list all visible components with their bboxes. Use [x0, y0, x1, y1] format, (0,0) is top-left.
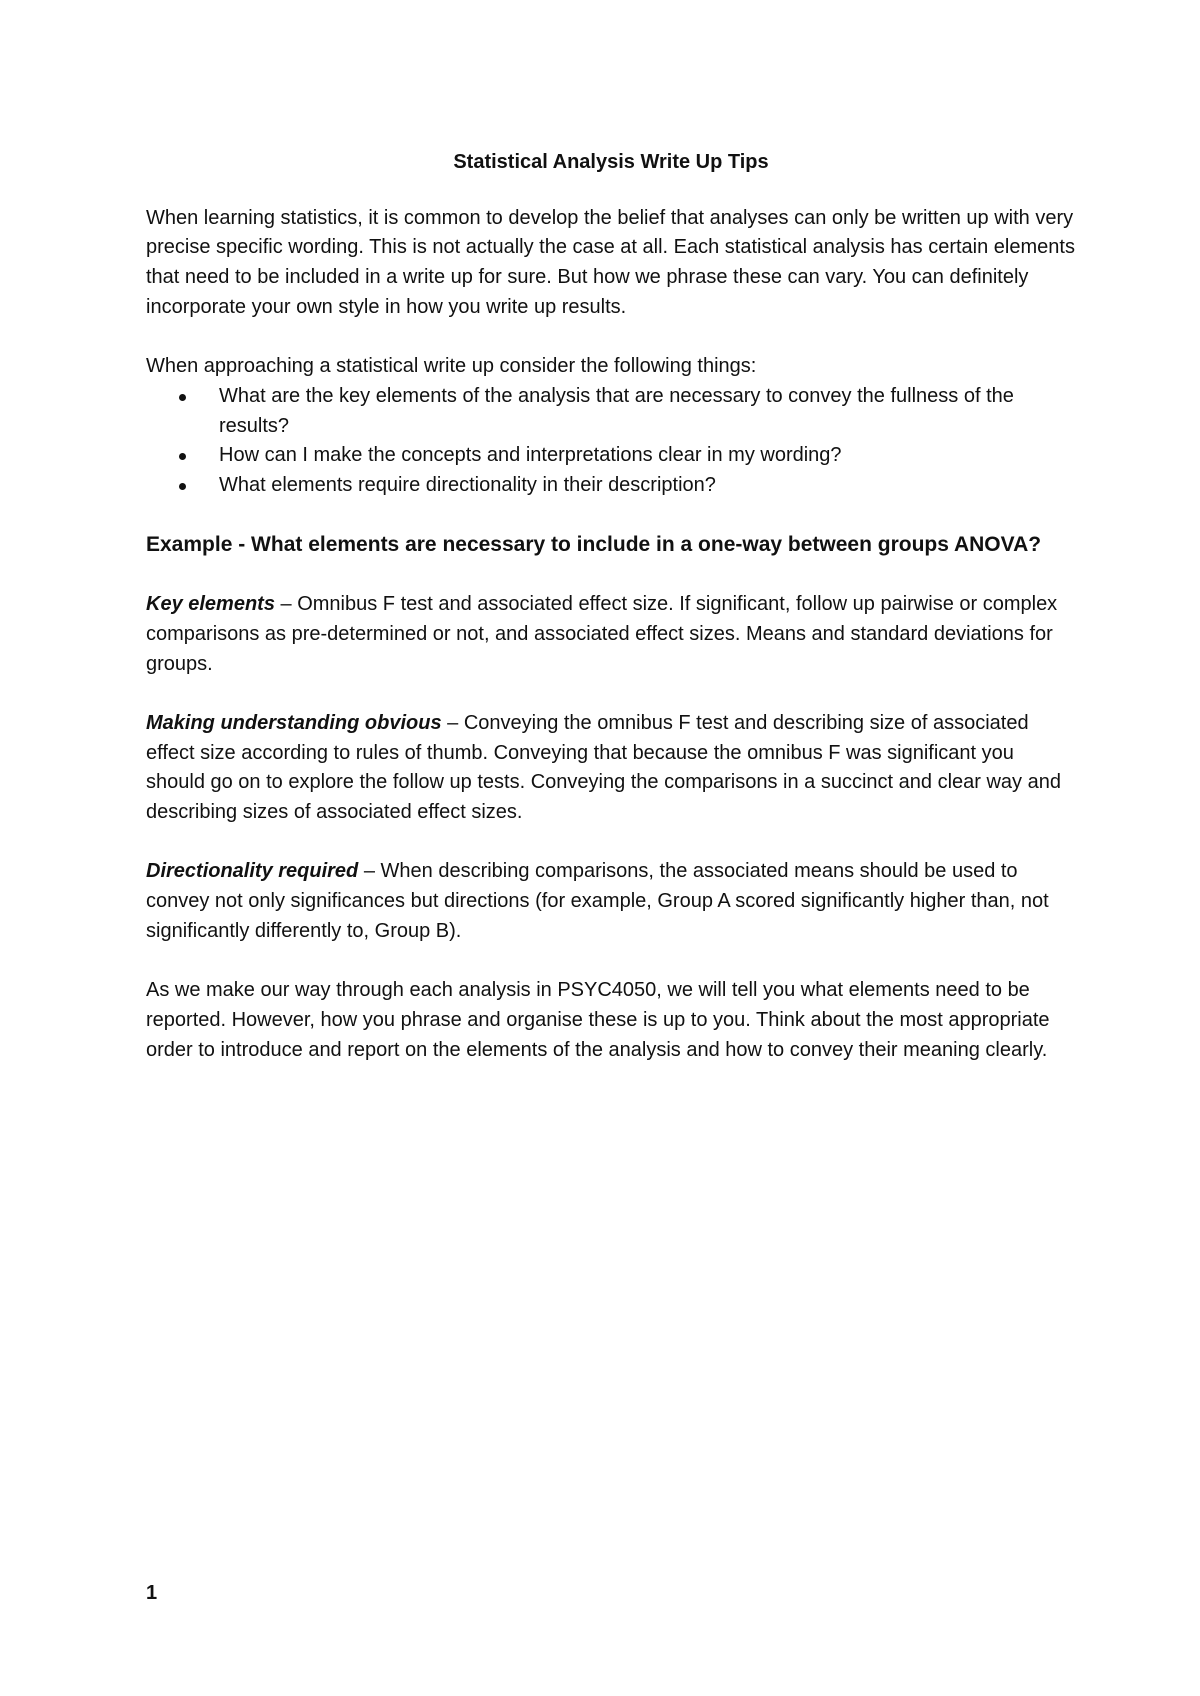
making-understanding-paragraph — [146, 709, 1076, 828]
bullet-icon — [179, 394, 186, 401]
key-elements-paragraph — [146, 590, 1076, 679]
closing-paragraph: As we make our way through each analysis in PSYC4050, we will tell you what elements need to be reported. However, how you phrase and organise these is up to you. Think about the most appropriate order to introduce and report on the elements of the analysis and how to convey their meaning clearly. — [146, 979, 1050, 1061]
list-item-text: How can I make the concepts and interpretations clear in my wording? — [219, 444, 842, 467]
list-item — [219, 471, 1076, 501]
document-body — [146, 148, 1076, 1095]
directionality-label: Directionality required — [146, 860, 359, 883]
intro-paragraph: When learning statistics, it is common to develop the belief that analyses can only be written up with very precise specific wording. This is not actually the case at all. Each statistical analysis has certain elements that need to be included in a write up for sure. But how we phrase these can vary. You can definitely incorporate your own style in how you write up results. — [146, 206, 1075, 318]
page-number: 1 — [146, 1582, 158, 1604]
approach-lead-paragraph: When approaching a statistical write up consider the following things: — [146, 355, 757, 378]
directionality-paragraph — [146, 857, 1076, 946]
making-understanding-text: – Conveying the omnibus F test and describing size of associated effect size according to rules of thumb. Conveying that because the omnibus F was significant you should go on to explore the follow up tests. Conveying the comparisons in a succinct and clear way and describing sizes of associated effect sizes. — [146, 711, 1061, 823]
bullet-icon — [179, 483, 186, 490]
bullet-icon — [179, 453, 186, 460]
list-item-text: What elements require directionality in their description? — [219, 474, 716, 497]
considerations-list — [146, 382, 1076, 501]
key-elements-label: Key elements — [146, 593, 275, 616]
list-item-text: What are the key elements of the analysis that are necessary to convey the fullness of the results? — [219, 384, 1014, 437]
list-item — [219, 382, 1076, 441]
making-understanding-label: Making understanding obvious — [146, 711, 442, 734]
page-title: Statistical Analysis Write Up Tips — [453, 151, 769, 173]
example-heading: Example - What elements are necessary to include in a one-way between groups ANOVA? — [146, 533, 1042, 557]
key-elements-text: – Omnibus F test and associated effect size. If significant, follow up pairwise or complex comparisons as pre-determined or not, and associated effect sizes. Means and standard deviations for groups. — [146, 593, 1058, 675]
list-item — [219, 441, 1076, 471]
directionality-text: – When describing comparisons, the associated means should be used to convey not only significances but directions (for example, Group A scored significantly higher than, not significantly differently to, Group B). — [146, 860, 1049, 942]
